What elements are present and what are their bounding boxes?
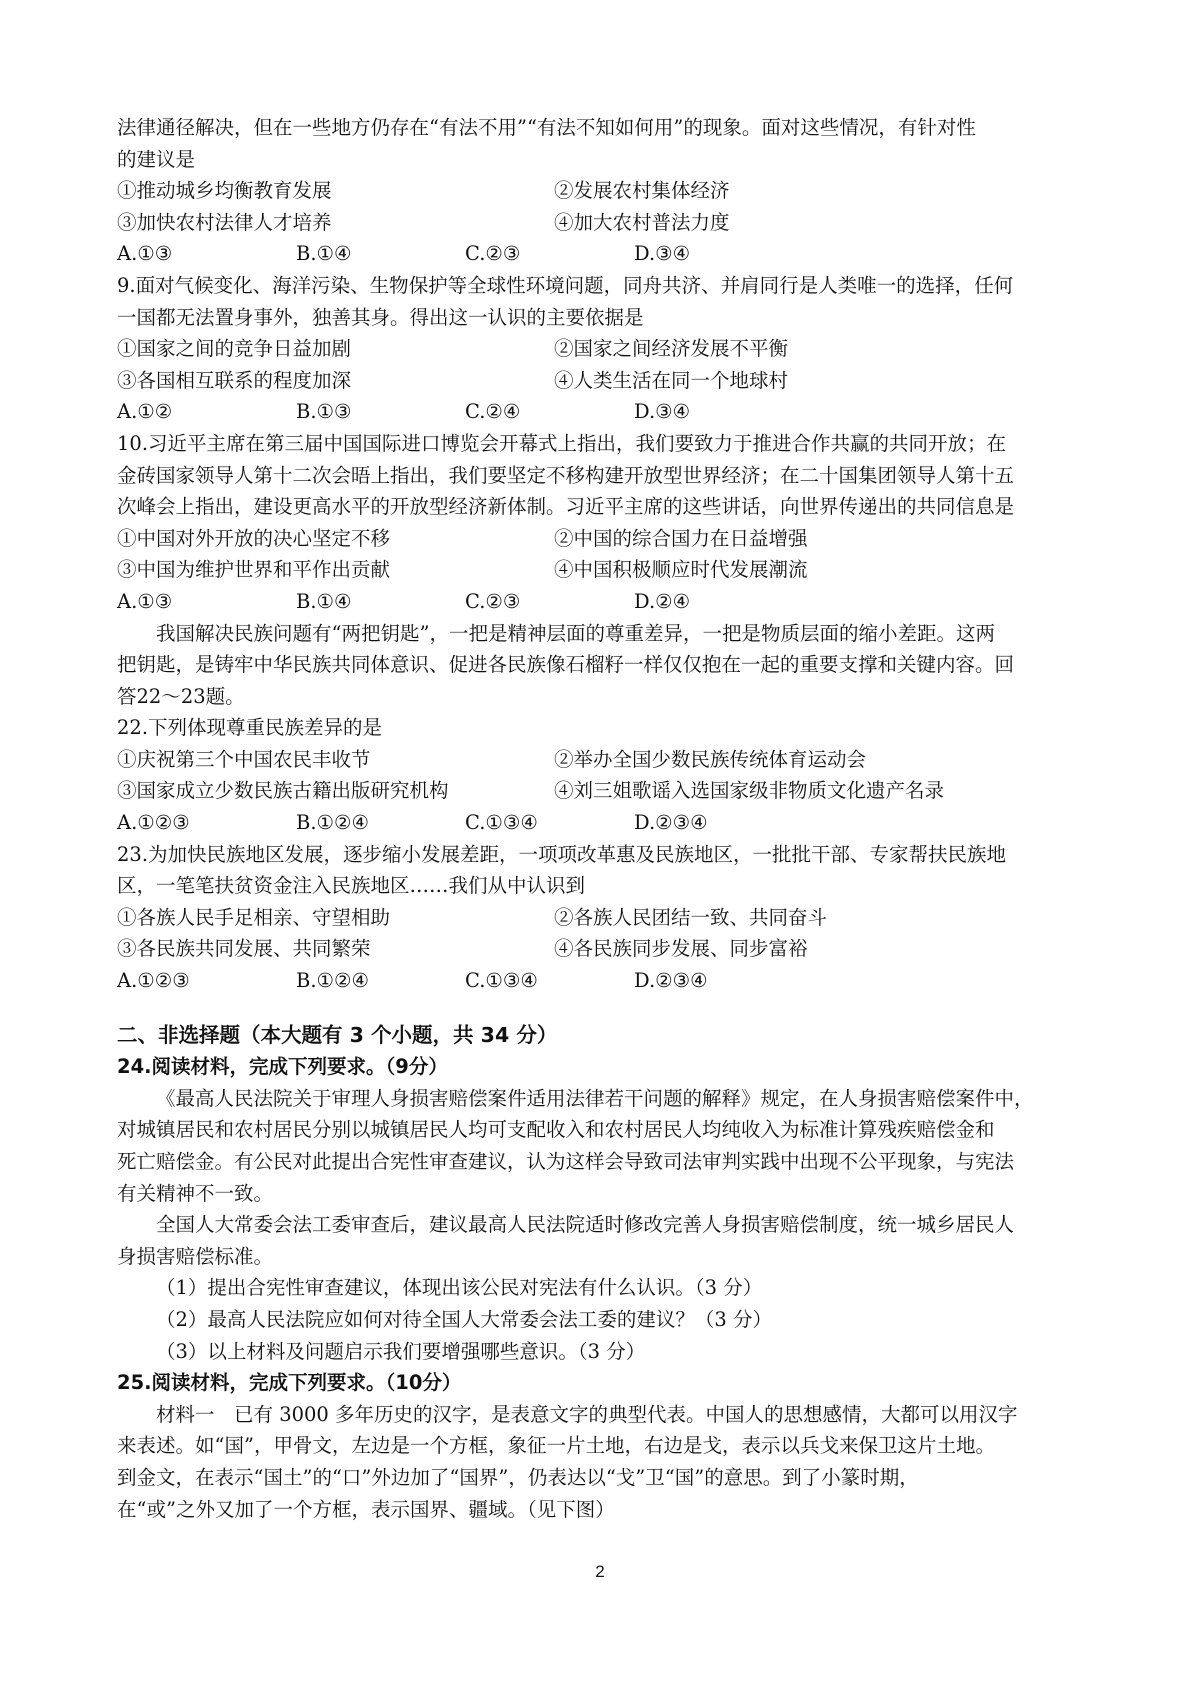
question-stem: 的建议是: [117, 147, 196, 171]
page-number: 2: [595, 1562, 605, 1581]
option-d: D.③④: [634, 400, 691, 424]
statement-row: [117, 554, 1092, 586]
option-b: B.①②④: [296, 811, 369, 835]
option-c: C.①③④: [465, 969, 538, 993]
exam-page: [117, 112, 1092, 1525]
option-a: A.①②③: [117, 811, 190, 835]
statement-row: [117, 902, 1092, 934]
option-c: C.②③: [465, 589, 521, 613]
material-text: 来表述。如“国”，甲骨文，左边是一个方框，象征一片土地，右边是戈，表示以兵戈来保卫这片土地。: [117, 1434, 995, 1458]
question-stem: 法律通径解决，但在一些地方仍存在“有法不用”“有法不知如何用”的现象。面对这些情况，有针对性: [117, 116, 976, 139]
answer-options: [117, 586, 1092, 618]
material-text: 答22～23题。: [117, 684, 245, 708]
option-b: B.①④: [296, 589, 352, 613]
statement-row: [117, 933, 1092, 965]
material-text: 有关精神不一致。: [117, 1181, 274, 1205]
statement-2: ②发展农村集体经济: [554, 179, 730, 203]
question-stem: 23.为加快民族地区发展，逐步缩小发展差距，一项项改革惠及民族地区，一批批干部、专家帮扶民族地: [117, 842, 1007, 866]
question-stem: 一国都无法置身事外，独善其身。得出这一认识的主要依据是: [117, 305, 644, 329]
option-a: A.①③: [117, 242, 173, 266]
option-b: B.①④: [296, 242, 352, 266]
option-c: C.①③④: [465, 811, 538, 835]
option-a: A.①③: [117, 589, 173, 613]
statement-1: ①庆祝第三个中国农民丰收节: [117, 747, 371, 771]
option-a: A.①②③: [117, 969, 190, 993]
question-title: 25.阅读材料，完成下列要求。（10分）: [117, 1371, 462, 1395]
option-b: B.①②④: [296, 969, 369, 993]
question-10: [117, 428, 1092, 618]
question-23: [117, 839, 1092, 997]
statement-row: [117, 744, 1092, 776]
question-stem: 金砖国家领导人第十二次会晤上指出，我们要坚定不移构建开放型世界经济；在二十国集团领导人第十五: [117, 463, 1015, 487]
question-stem: 9.面对气候变化、海洋污染、生物保护等全球性环境问题，同舟共济、并肩同行是人类唯一的选择，任何: [117, 273, 1014, 297]
answer-options: [117, 238, 1092, 270]
statement-3: ③国家成立少数民族古籍出版研究机构: [117, 779, 449, 803]
material-22-23: [117, 618, 1092, 713]
statement-2: ②国家之间经济发展不平衡: [554, 337, 789, 361]
statement-4: ④人类生活在同一个地球村: [554, 368, 789, 392]
statement-2: ②各族人民团结一致、共同奋斗: [554, 905, 828, 929]
option-b: B.①③: [296, 400, 352, 424]
statement-2: ②举办全国少数民族传统体育运动会: [554, 747, 867, 771]
statement-3: ③加快农村法律人才培养: [117, 210, 332, 234]
option-a: A.①②: [117, 400, 173, 424]
statement-3: ③各国相互联系的程度加深: [117, 368, 352, 392]
statement-3: ③各民族共同发展、共同繁荣: [117, 937, 371, 961]
answer-options: [117, 965, 1092, 997]
material-text: 《最高人民法院关于审理人身损害赔偿案件适用法律若干问题的解释》规定，在人身损害赔偿案件中，: [156, 1086, 1034, 1110]
option-d: D.②④: [634, 589, 691, 613]
statement-4: ④加大农村普法力度: [554, 210, 730, 234]
statement-2: ②中国的综合国力在日益增强: [554, 526, 808, 550]
material-text: 到金文，在表示“国土”的“口”外边加了“国界”，仍表达以“戈”卫“国”的意思。到了小篆时期，: [117, 1465, 919, 1489]
material-text: 死亡赔偿金。有公民对此提出合宪性审查建议，认为这样会导致司法审判实践中出现不公平现象，与宪法: [117, 1150, 1015, 1173]
statement-row: [117, 365, 1092, 397]
material-text: 我国解决民族问题有“两把钥匙”，一把是精神层面的尊重差异，一把是物质层面的缩小差距。这两: [156, 621, 995, 645]
answer-options: [117, 807, 1092, 839]
question-stem: 10.习近平主席在第三届中国国际进口博览会开幕式上指出，我们要致力于推进合作共赢的共同开放；在: [117, 431, 1007, 455]
statement-row: [117, 333, 1092, 365]
question-22: [117, 712, 1092, 838]
statement-3: ③中国为维护世界和平作出贡献: [117, 558, 391, 582]
statement-4: ④各民族同步发展、同步富裕: [554, 937, 808, 961]
statement-row: [117, 207, 1092, 239]
statement-1: ①中国对外开放的决心坚定不移: [117, 526, 391, 550]
sub-question-2: （2）最高人民法院应如何对待全国人大常委会法工委的建议？（3 分）: [156, 1307, 773, 1331]
question-stem: 次峰会上指出，建设更高水平的开放型经济新体制。习近平主席的这些讲话，向世界传递出的共同信息是: [117, 495, 1015, 519]
material-text: 在“或”之外又加了一个方框，表示国界、疆域。（见下图）: [117, 1497, 615, 1521]
question-24: [117, 1051, 1092, 1367]
statement-row: [117, 775, 1092, 807]
material-text: 把钥匙，是铸牢中华民族共同体意识、促进各民族像石榴籽一样仅仅抱在一起的重要支撑和关键内容。回: [117, 653, 1015, 677]
option-c: C.②④: [465, 400, 521, 424]
option-d: D.③④: [634, 242, 691, 266]
statement-1: ①各族人民手足相亲、守望相助: [117, 905, 391, 929]
question-25: [117, 1367, 1092, 1525]
question-stem: 22.下列体现尊重民族差异的是: [117, 716, 383, 740]
statement-1: ①国家之间的竞争日益加剧: [117, 337, 352, 361]
material-text: 全国人大常委会法工委审查后，建议最高人民法院适时修改完善人身损害赔偿制度，统一城乡居民人: [156, 1213, 1015, 1237]
question-stem: 区，一笔笔扶贫资金注入民族地区……我们从中认识到: [117, 874, 586, 898]
question-9: [117, 270, 1092, 428]
sub-question-3: （3）以上材料及问题启示我们要增强哪些意识。（3 分）: [156, 1339, 646, 1363]
statement-row: [117, 175, 1092, 207]
option-d: D.②③④: [634, 969, 708, 993]
statement-row: [117, 523, 1092, 555]
option-c: C.②③: [465, 242, 521, 266]
material-text: 身损害赔偿标准。: [117, 1244, 274, 1268]
section-title: 二、非选择题（本大题有 3 个小题，共 34 分）: [117, 1022, 558, 1047]
statement-4: ④中国积极顺应时代发展潮流: [554, 558, 808, 582]
answer-options: [117, 396, 1092, 428]
material-text: 对城镇居民和农村居民分别以城镇居民人均可支配收入和农村居民人均纯收入为标准计算残疾赔偿金和: [117, 1118, 995, 1142]
material-text: 材料一 已有 3000 多年历史的汉字，是表意文字的典型代表。中国人的思想感情，大都可以用汉字: [156, 1402, 1018, 1426]
statement-4: ④刘三姐歌谣入选国家级非物质文化遗产名录: [554, 779, 945, 803]
sub-question-1: （1）提出合宪性审查建议，体现出该公民对宪法有什么认识。（3 分）: [156, 1276, 763, 1300]
option-d: D.②③④: [634, 811, 708, 835]
question-title: 24.阅读材料，完成下列要求。（9分）: [117, 1055, 448, 1079]
question-8: [117, 112, 1092, 270]
statement-1: ①推动城乡均衡教育发展: [117, 179, 332, 203]
